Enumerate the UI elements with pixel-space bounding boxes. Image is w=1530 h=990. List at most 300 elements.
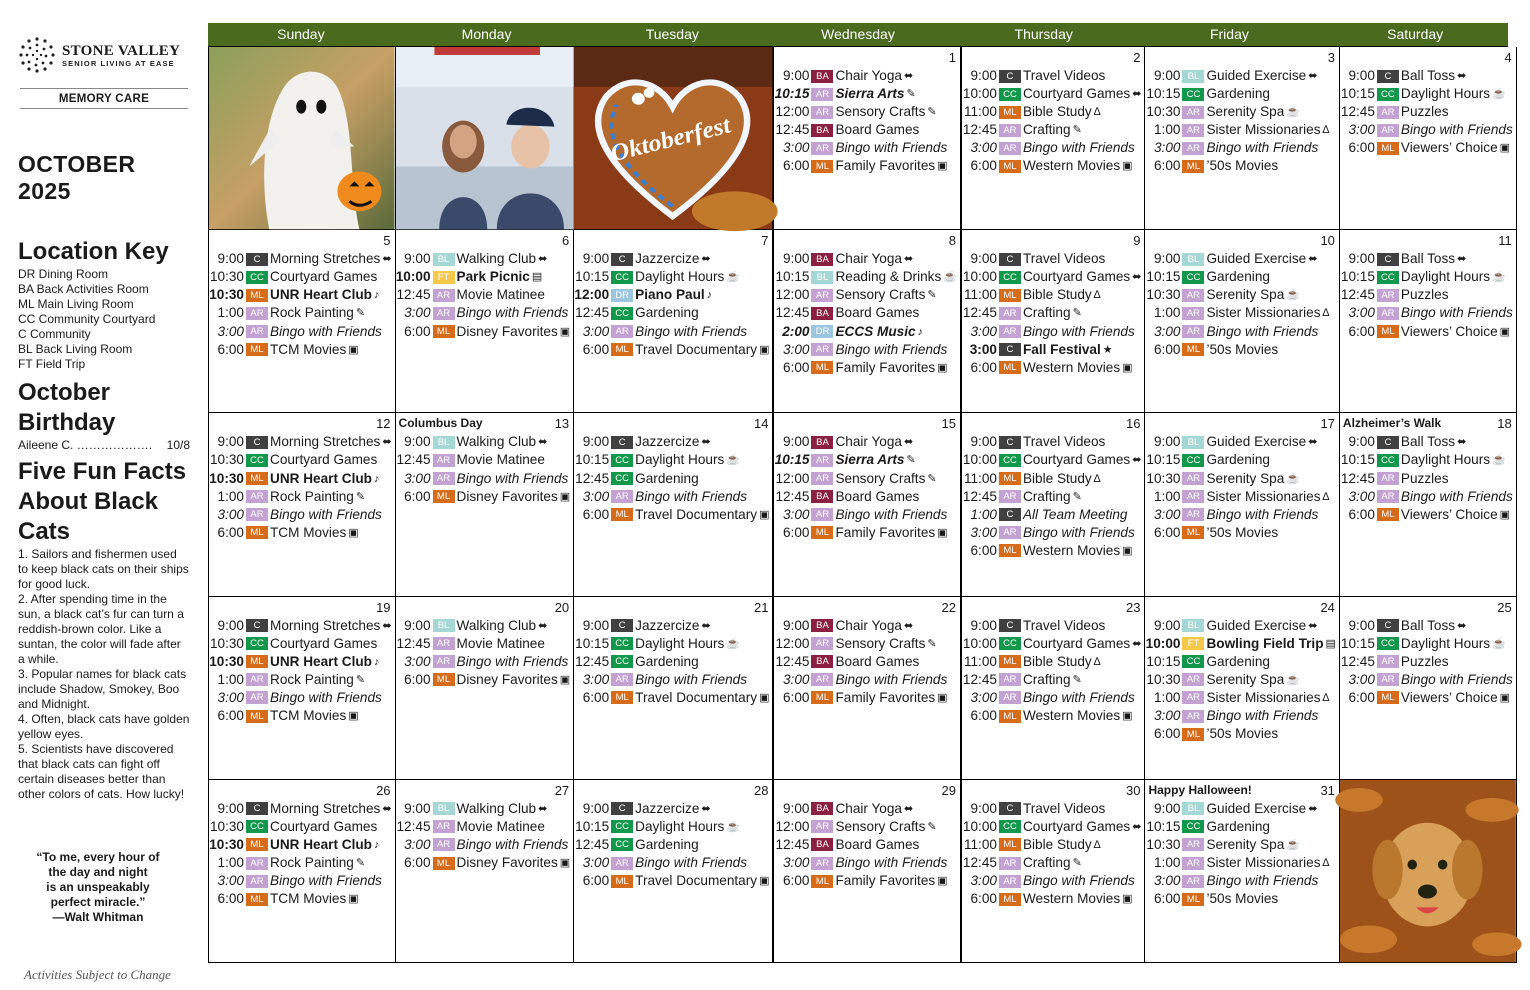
event-name: Travel Videos [1022, 434, 1106, 450]
location-tag: AR [1377, 289, 1399, 302]
event [209, 268, 392, 286]
location-tag: CC [1377, 637, 1399, 650]
day-number: 6 [561, 233, 570, 249]
event-time: 12:00 [775, 470, 810, 486]
location-tag: AR [1377, 490, 1399, 503]
location-tag: AR [999, 142, 1021, 155]
location-tag: C [1377, 619, 1399, 632]
event [1145, 286, 1335, 304]
event-time: 3:00 [1153, 506, 1181, 522]
event-name: Courtyard Games [1022, 818, 1131, 834]
event-name: Bingo with Friends [270, 873, 382, 889]
brush-icon: ✎ [355, 857, 366, 870]
event-name: Chair Yoga [835, 617, 902, 633]
event-name: Family Favorites [835, 158, 936, 174]
event-name: Bingo with Friends [1022, 323, 1135, 339]
event [774, 800, 956, 818]
event-time: 1:00 [970, 506, 997, 522]
event-time: 10:15 [1146, 269, 1181, 285]
event-time: 12:00 [775, 635, 810, 651]
event [209, 341, 392, 359]
event [209, 470, 392, 488]
holiday-label: Columbus Day [398, 416, 483, 431]
dumbbell-icon: ⬌ [1132, 820, 1142, 833]
location-key-item: BA Back Activities Room [18, 282, 149, 296]
event-time: 3:00 [1153, 140, 1181, 156]
location-tag: AR [999, 691, 1021, 704]
event-name: Morning Stretches [270, 617, 381, 633]
location-tag: ML [811, 361, 833, 374]
event-list [962, 617, 1142, 726]
event-list [1340, 250, 1513, 340]
film-icon: ▣ [759, 343, 770, 356]
event-name: Board Games [835, 653, 920, 669]
event [1145, 854, 1335, 872]
cup-icon: ☕ [1492, 637, 1506, 650]
event [1145, 304, 1335, 322]
event-name: Walking Club [456, 434, 537, 450]
film-icon: ▣ [559, 857, 571, 870]
event-list [1145, 433, 1335, 542]
event-name: Daylight Hours [1400, 269, 1491, 285]
event-time: 6:00 [217, 524, 244, 540]
location-key-item: C Community [18, 327, 91, 341]
event-name: Morning Stretches [270, 800, 381, 816]
event [396, 250, 571, 268]
event [962, 506, 1142, 524]
facts-list [18, 547, 190, 802]
event-time: 9:00 [970, 68, 997, 83]
location-tag: ML [1182, 728, 1204, 741]
dumbbell-icon: ⬌ [701, 619, 711, 632]
location-tag: CC [999, 637, 1021, 650]
event [962, 433, 1142, 451]
event-name: Bingo with Friends [1022, 524, 1135, 540]
location-tag: AR [1182, 857, 1204, 870]
event-name: Travel Documentary [635, 689, 758, 705]
event-time: 6:00 [1348, 689, 1375, 705]
location-key-item: FT Field Trip [18, 357, 86, 371]
event-name: Travel Documentary [635, 506, 758, 522]
cup-icon: ☕ [1286, 106, 1300, 119]
event [1145, 725, 1335, 743]
location-tag: DR [811, 325, 833, 338]
birthday-name: Aileene C. ………………. [18, 438, 153, 452]
event-time: 10:00 [1145, 635, 1181, 651]
event-time: 9:00 [217, 434, 244, 450]
event-time: 10:15 [1146, 818, 1181, 834]
event-time: 6:00 [783, 689, 810, 705]
location-tag: ML [999, 106, 1021, 119]
month-title: OCTOBER 2025 [18, 151, 136, 204]
brush-icon: ✎ [906, 88, 916, 101]
event [962, 671, 1142, 689]
location-tag: AR [811, 454, 833, 467]
brush-icon: ✎ [1072, 307, 1082, 320]
event-time: 9:00 [582, 434, 610, 450]
event [396, 617, 571, 635]
film-icon: ▣ [937, 526, 948, 539]
film-icon: ▣ [937, 160, 948, 173]
event-time: 1:00 [1153, 855, 1181, 871]
location-tag: AR [1377, 106, 1399, 119]
dumbbell-icon: ⬌ [382, 436, 392, 449]
day-number: 18 [1497, 416, 1512, 432]
film-icon: ▣ [1499, 691, 1511, 704]
event-time: 10:15 [775, 269, 810, 285]
event-list [396, 250, 571, 340]
event-time: 10:15 [1340, 635, 1375, 651]
pray-icon: ∆ [1322, 307, 1330, 320]
cup-icon: ☕ [1286, 472, 1300, 485]
event-time: 11:00 [963, 836, 997, 852]
birthday-title-line: October [18, 379, 111, 406]
event-name: Courtyard Games [1022, 269, 1131, 285]
location-tag: AR [999, 526, 1021, 539]
event-name: Travel Videos [1022, 68, 1106, 83]
event-time: 3:00 [404, 653, 431, 669]
event-time: 3:00 [1153, 873, 1181, 889]
event [962, 635, 1142, 653]
event-time: 3:00 [1348, 671, 1375, 687]
event-time: 10:30 [1146, 287, 1181, 303]
event [962, 653, 1142, 671]
event-name: Bingo with Friends [635, 855, 747, 871]
event-name: Sister Missionaries [1206, 689, 1321, 705]
event-name: Sierra Arts [835, 452, 905, 468]
event-name: Jazzercize [635, 251, 700, 267]
event [574, 653, 769, 671]
day-number: 20 [554, 599, 570, 615]
day-cell [209, 780, 396, 963]
event-name: Serenity Spa [1206, 671, 1285, 687]
event [574, 671, 769, 689]
event-name: Bingo with Friends [1022, 140, 1135, 156]
event-name: TCM Movies [270, 891, 347, 907]
day-number: 16 [1125, 416, 1141, 432]
event-time: 12:45 [396, 818, 431, 834]
event-name: Western Movies [1022, 708, 1121, 724]
event [962, 268, 1142, 286]
event-name: Rock Painting [270, 305, 354, 321]
location-tag: C [1377, 70, 1399, 83]
event [1145, 707, 1335, 725]
day-cell [1340, 413, 1517, 596]
location-tag: AR [433, 637, 455, 650]
event [1340, 67, 1513, 85]
photo-cell [209, 47, 396, 230]
location-tag: AR [811, 857, 833, 870]
location-tag: AR [433, 655, 455, 668]
event [1145, 836, 1335, 854]
logo-dots-icon [18, 36, 56, 74]
event-name: Daylight Hours [635, 818, 725, 834]
event-time: 6:00 [582, 873, 610, 889]
event [209, 635, 392, 653]
pray-icon: ∆ [1322, 124, 1330, 137]
event-time: 11:00 [963, 653, 997, 669]
location-tag: CC [1377, 271, 1399, 284]
location-tag: ML [246, 526, 268, 539]
event [1340, 617, 1513, 635]
day-number: 27 [554, 782, 570, 798]
location-tag: ML [999, 544, 1021, 557]
event-time: 9:00 [217, 800, 244, 816]
location-tag: AR [611, 857, 633, 870]
event [574, 800, 769, 818]
event [774, 635, 956, 653]
location-tag: ML [1377, 508, 1399, 521]
event [209, 707, 392, 725]
location-tag: AR [611, 325, 633, 338]
event [774, 451, 956, 469]
location-tag: ML [433, 673, 455, 686]
event [774, 304, 956, 322]
location-tag: BA [811, 436, 833, 449]
film-icon: ▣ [1499, 325, 1511, 338]
event [574, 617, 769, 635]
event-name: Viewers’ Choice [1400, 689, 1498, 705]
event [962, 689, 1142, 707]
location-tag: ML [999, 893, 1021, 906]
location-tag: AR [1377, 673, 1399, 686]
event-time: 9:00 [783, 68, 810, 83]
cup-icon: ☕ [943, 271, 957, 284]
event-name: Western Movies [1022, 359, 1121, 375]
event-name: Disney Favorites [456, 488, 558, 504]
event [574, 341, 769, 359]
brand-tagline: SENIOR LIVING AT EASE [62, 58, 175, 68]
location-tag: ML [811, 160, 833, 173]
event [1340, 85, 1513, 103]
event-list [774, 617, 956, 707]
location-tag: BA [811, 124, 833, 137]
footer-note: Activities Subject to Change [24, 967, 171, 982]
event-name: Rock Painting [270, 671, 354, 687]
event-list [396, 433, 571, 505]
dumbbell-icon: ⬌ [382, 802, 392, 815]
event-time: 6:00 [582, 506, 610, 522]
event [774, 653, 956, 671]
location-tag: AR [999, 490, 1021, 503]
brand-name: STONE VALLEY [62, 42, 181, 59]
location-key-title: Location Key [18, 238, 169, 265]
event [774, 268, 956, 286]
location-tag: BL [1182, 70, 1204, 83]
event [1340, 103, 1513, 121]
event-time: 9:00 [404, 251, 431, 267]
film-icon: ▣ [348, 710, 359, 723]
event [962, 542, 1142, 560]
location-tag: ML [999, 289, 1021, 302]
event-list [396, 617, 571, 689]
event-list [962, 67, 1142, 176]
event-time: 12:45 [775, 488, 810, 504]
location-tag: C [246, 253, 268, 266]
location-tag: FT [433, 271, 455, 284]
event-name: Guided Exercise [1206, 800, 1307, 816]
event-list [209, 433, 392, 542]
event-name: Crafting [1022, 671, 1071, 687]
event [574, 506, 769, 524]
event [1340, 488, 1513, 506]
event-time: 12:45 [575, 470, 610, 486]
event-time: 6:00 [783, 873, 810, 889]
event [1340, 286, 1513, 304]
photo-cell [396, 47, 575, 230]
day-number: 1 [948, 50, 956, 65]
event-name: Morning Stretches [270, 434, 381, 450]
event [574, 304, 769, 322]
film-icon: ▣ [759, 508, 770, 521]
event-time: 9:00 [783, 617, 810, 633]
event-time: 3:00 [582, 488, 610, 504]
brush-icon: ✎ [1072, 124, 1082, 137]
event [1145, 85, 1335, 103]
event-time: 9:00 [582, 800, 610, 816]
event-time: 11:00 [963, 287, 997, 303]
event-time: 10:00 [962, 269, 997, 285]
event-time: 3:00 [970, 873, 997, 889]
day-cell [1340, 230, 1517, 413]
event [774, 818, 956, 836]
event-name: Bingo with Friends [635, 671, 747, 687]
event-time: 9:00 [217, 251, 244, 267]
event-list [1340, 67, 1513, 157]
event-time: 10:15 [1146, 452, 1181, 468]
event-name: Courtyard Games [270, 269, 378, 285]
event [774, 836, 956, 854]
day-number: 11 [1498, 233, 1512, 249]
location-key-item: BL Back Living Room [18, 342, 133, 356]
film-icon: ▣ [348, 526, 359, 539]
day-cell [774, 597, 961, 780]
event-time: 6:00 [783, 359, 810, 375]
event [774, 488, 956, 506]
location-tag: ML [433, 857, 455, 870]
location-tag: ML [246, 838, 268, 851]
brush-icon: ✎ [355, 673, 366, 686]
day-number: 19 [376, 599, 391, 615]
event-name: Bingo with Friends [1206, 708, 1319, 724]
location-tag: AR [433, 307, 455, 320]
event-name: Bingo with Friends [1400, 305, 1513, 321]
location-tag: AR [811, 673, 833, 686]
event-time: 3:00 [1348, 122, 1375, 138]
event [1145, 635, 1335, 653]
day-cell [1145, 597, 1339, 780]
event [209, 818, 392, 836]
event [574, 268, 769, 286]
dumbbell-icon: ⬌ [1308, 436, 1318, 449]
event-name: Bingo with Friends [270, 689, 382, 705]
day-number: 21 [754, 599, 769, 615]
event-time: 3:00 [217, 506, 244, 522]
day-number: 23 [1125, 599, 1141, 615]
event [396, 286, 571, 304]
event-name: Reading & Drinks [835, 269, 942, 285]
location-tag: ML [433, 490, 455, 503]
pray-icon: ∆ [1093, 472, 1101, 485]
event [396, 433, 571, 451]
location-tag: ML [246, 710, 268, 723]
event [396, 653, 571, 671]
cup-icon: ☕ [726, 637, 741, 650]
event-list [574, 800, 769, 890]
event-name: Movie Matinee [456, 287, 545, 303]
location-tag: CC [1377, 454, 1399, 467]
event-name: Bingo with Friends [635, 488, 747, 504]
event-name: ’50s Movies [1206, 341, 1279, 357]
location-tag: AR [999, 124, 1021, 137]
location-tag: ML [999, 160, 1021, 173]
event [962, 707, 1142, 725]
location-key-list [18, 267, 190, 372]
dumbbell-icon: ⬌ [701, 802, 711, 815]
event [1340, 470, 1513, 488]
event [574, 470, 769, 488]
location-tag: ML [611, 343, 633, 356]
event-list [574, 433, 769, 523]
fact-item: 2. After spending time in the sun, a black cat’s fur can turn a reddish-brown color. Like a suntan, the color will fade after a while. [18, 592, 184, 666]
event-name: Disney Favorites [456, 855, 558, 871]
event-name: Courtyard Games [1022, 635, 1131, 651]
dumbbell-icon: ⬌ [1457, 619, 1467, 632]
event-list [774, 433, 956, 542]
weekday-wednesday: Wednesday [821, 26, 895, 42]
day-cell [962, 230, 1146, 413]
event-time: 10:30 [1146, 104, 1181, 120]
event-name: Gardening [1206, 86, 1270, 102]
event [774, 524, 956, 542]
event [574, 488, 769, 506]
event-time: 12:45 [775, 653, 810, 669]
event-time: 3:00 [217, 323, 244, 339]
location-tag: ML [1182, 893, 1204, 906]
event-name: Guided Exercise [1206, 434, 1307, 450]
location-tag: CC [1182, 271, 1204, 284]
location-tag: CC [611, 271, 633, 284]
event-time: 3:00 [1153, 708, 1181, 724]
event-time: 10:30 [209, 635, 244, 651]
event-time: 12:45 [1340, 104, 1375, 120]
event-name: ECCS Music [835, 323, 916, 339]
location-tag: AR [811, 637, 833, 650]
location-tag: BA [811, 838, 833, 851]
event-time: 2:00 [782, 323, 810, 339]
event [1340, 653, 1513, 671]
event-name: Western Movies [1022, 158, 1121, 174]
day-number: 13 [554, 416, 570, 432]
event-name: Chair Yoga [835, 800, 902, 816]
dumbbell-icon: ⬌ [1308, 253, 1318, 266]
location-tag: BL [433, 436, 455, 449]
event-name: Daylight Hours [635, 452, 725, 468]
event-time: 3:00 [1348, 488, 1375, 504]
event-time: 1:00 [1153, 689, 1181, 705]
location-tag: ML [611, 875, 633, 888]
event-name: Gardening [635, 305, 699, 321]
event-name: Gardening [635, 653, 699, 669]
location-tag: CC [611, 655, 633, 668]
location-tag: C [611, 253, 633, 266]
event-name: Sierra Arts [835, 86, 905, 102]
location-tag: AR [1182, 106, 1204, 119]
event-time: 1:00 [1153, 122, 1181, 138]
event [396, 635, 571, 653]
event-time: 6:00 [783, 524, 810, 540]
location-tag: C [999, 343, 1021, 356]
